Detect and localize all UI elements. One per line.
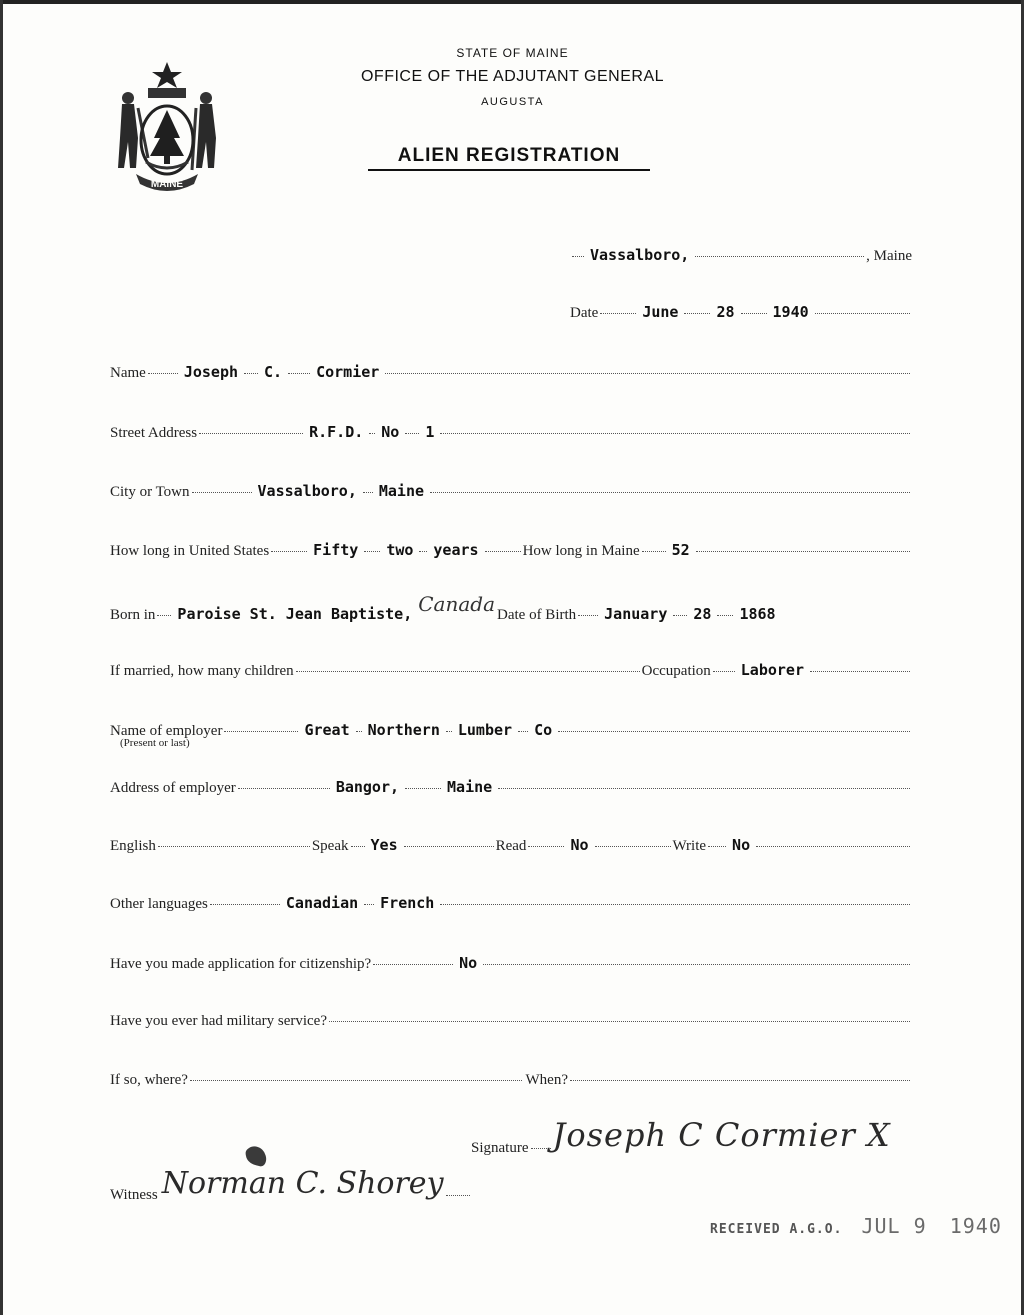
employer-address-part1: Bangor, — [335, 778, 400, 796]
citizenship-value: No — [459, 954, 478, 972]
received-stamp — [710, 1214, 1002, 1238]
read-value: No — [570, 836, 589, 854]
us-duration-label: How long in United States — [110, 543, 270, 559]
occupation-value: Laborer — [740, 661, 804, 679]
speak-label: Speak — [311, 838, 349, 854]
employer-w2: Northern — [367, 721, 440, 739]
signature-label: Signature — [471, 1140, 529, 1156]
speak-value: Yes — [370, 836, 398, 854]
military-label: Have you ever had military service? — [110, 1013, 327, 1029]
us-duration-w1: Fifty — [313, 541, 359, 559]
place-suffix: , Maine — [866, 248, 912, 264]
maine-duration-label: How long in Maine — [522, 543, 640, 559]
where-row — [110, 1072, 912, 1089]
dob-label: Date of Birth — [497, 607, 577, 623]
employer-w4: Co — [534, 721, 553, 739]
read-label: Read — [495, 838, 527, 854]
date-label: Date — [570, 305, 599, 321]
children-row — [110, 661, 912, 680]
name-row — [110, 363, 912, 382]
stamp-year: 1940 — [949, 1214, 1002, 1238]
languages-row — [110, 894, 912, 913]
witness-handwritten: Norman C. Shorey — [161, 1166, 444, 1201]
write-value: No — [732, 836, 751, 854]
name-middle: C. — [264, 363, 283, 381]
where-label: If so, where? — [110, 1072, 188, 1088]
city-label: City or Town — [110, 484, 190, 500]
date-month: June — [642, 303, 679, 321]
witness-label: Witness — [110, 1187, 158, 1203]
header-city: AUGUSTA — [481, 96, 544, 108]
languages-label: Other languages — [110, 896, 208, 912]
when-label: When? — [525, 1072, 568, 1088]
duration-row — [110, 541, 912, 560]
children-label: If married, how many children — [110, 663, 294, 679]
employer-row — [110, 721, 912, 740]
citizenship-row — [110, 954, 912, 973]
employer-w3: Lumber — [457, 721, 513, 739]
street-part3: 1 — [425, 423, 435, 441]
employer-sublabel: (Present or last) — [120, 737, 190, 749]
citizenship-label: Have you made application for citizenship? — [110, 956, 372, 972]
name-last: Cormier — [316, 363, 380, 381]
street-label: Street Address — [110, 425, 198, 441]
name-label: Name — [110, 365, 146, 381]
header-state: STATE OF MAINE — [456, 46, 569, 60]
name-first: Joseph — [183, 363, 239, 381]
born-value: Paroise St. Jean Baptiste, — [177, 605, 413, 623]
street-part1: R.F.D. — [309, 423, 364, 441]
write-label: Write — [672, 838, 707, 854]
english-label: English — [110, 838, 156, 854]
maine-seal-icon — [108, 58, 226, 193]
signature-handwritten: Joseph C Cormier X — [552, 1116, 891, 1154]
date-day: 28 — [716, 303, 735, 321]
born-label: Born in — [110, 607, 156, 623]
seal-text: MAINE — [150, 179, 184, 190]
employer-address-row — [110, 778, 912, 797]
employer-w1: Great — [304, 721, 350, 739]
header-office: OFFICE OF THE ADJUTANT GENERAL — [360, 68, 665, 85]
stamp-month-day: JUL 9 — [861, 1214, 927, 1238]
place-row — [570, 246, 912, 265]
witness-row — [110, 1166, 530, 1207]
dob-year: 1868 — [739, 605, 776, 623]
employer-address-part2: Maine — [447, 778, 493, 796]
street-row — [110, 423, 912, 442]
city-part2: Maine — [378, 482, 425, 500]
place-value: Vassalboro, — [590, 246, 690, 264]
employer-address-label: Address of employer — [110, 780, 236, 796]
city-row — [110, 482, 912, 501]
us-duration-w2: two — [386, 541, 414, 559]
signature-row — [471, 1116, 931, 1160]
page-border-left — [0, 0, 3, 1315]
city-part1: Vassalboro, — [257, 482, 357, 500]
military-row — [110, 1013, 912, 1030]
languages-w1: Canadian — [285, 894, 359, 912]
date-row — [570, 303, 912, 322]
born-row — [110, 592, 945, 624]
english-row — [110, 836, 912, 855]
date-year: 1940 — [772, 303, 809, 321]
dob-day: 28 — [693, 605, 712, 623]
employer-label: Name of employer — [110, 723, 223, 739]
maine-duration-value: 52 — [671, 541, 690, 559]
languages-w2: French — [380, 894, 435, 912]
born-handwritten: Canada — [418, 592, 495, 616]
stamp-received: RECEIVED A.G.O. — [710, 1222, 843, 1237]
street-part2: No — [381, 423, 400, 441]
page-border-top — [0, 0, 1024, 4]
us-duration-w3: years — [433, 541, 479, 559]
occupation-label: Occupation — [641, 663, 711, 679]
dob-month: January — [604, 605, 668, 623]
form-title: ALIEN REGISTRATION — [368, 145, 650, 171]
